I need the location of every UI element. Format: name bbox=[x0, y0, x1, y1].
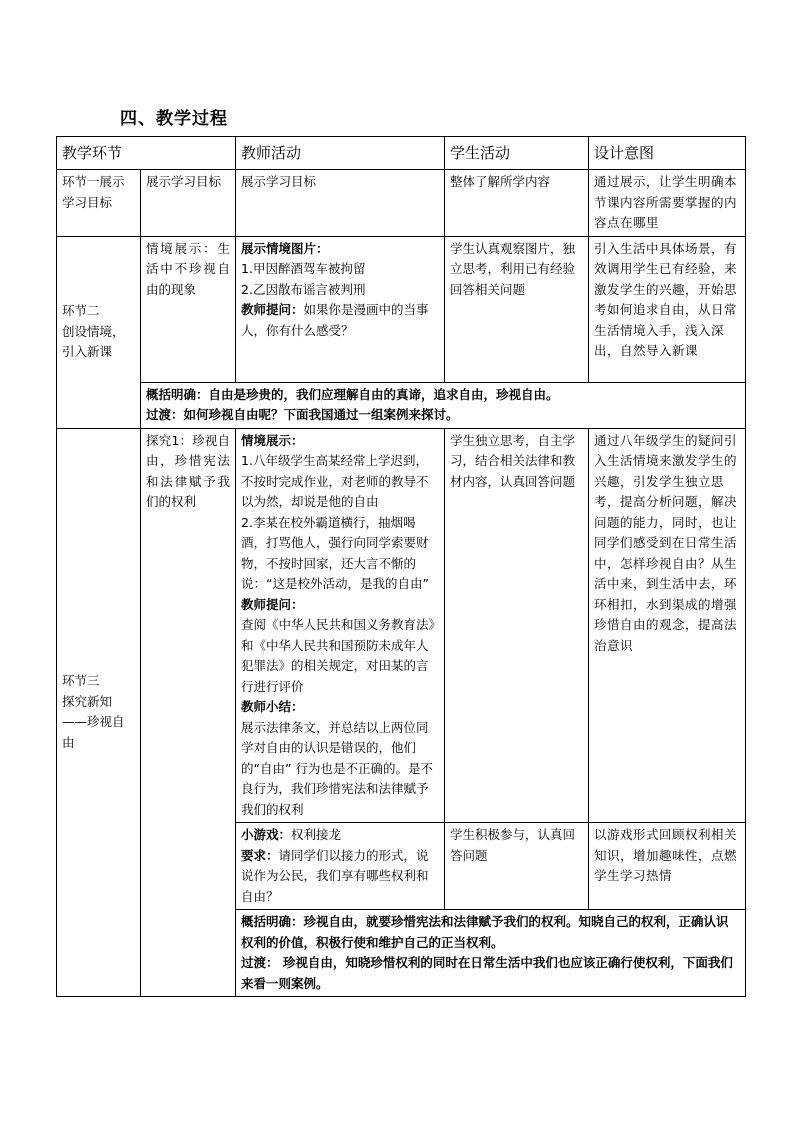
section3-stage bbox=[57, 428, 141, 997]
header-row bbox=[57, 137, 746, 170]
section1-sub: 展示学习目标 bbox=[141, 170, 236, 237]
section3-t-title2: 教师提问： bbox=[241, 596, 304, 612]
section2-teacher-title: 展示情境图片： bbox=[241, 240, 329, 256]
section3-game-text: 权利接龙 bbox=[291, 827, 342, 842]
section3-t-question: 查阅《中华人民共和国义务教育法》和《中华人民共和国预防未成年人犯罪法》的相关规定，对田某的言行进行评价 bbox=[241, 617, 435, 694]
section3-student1: 学生独立思考，自主学习，结合相关法律和教材内容，认真回答问题 bbox=[445, 428, 589, 823]
section1-teacher: 展示学习目标 bbox=[236, 170, 445, 237]
section2-row bbox=[57, 236, 746, 382]
section3-req-label: 要求： bbox=[241, 847, 279, 863]
section2-sub: 情境展示：生活中不珍视自由的现象 bbox=[141, 236, 236, 382]
section2-teacher-q-text: 如果你是漫画中的当事人，你有什么感受？ bbox=[241, 302, 429, 338]
section3-game-line bbox=[241, 825, 439, 846]
section3-t-summary: 展示法律条文，并总结以上两位同学对自由的认识是错误的，他们的“自由” 行为也是不正确的。是不良行为，我们珍惜宪法和法律赋予我们的权利 bbox=[241, 719, 433, 817]
section2-summary-line2: 过渡：如何珍视自由呢？下面我国通过一组案例来探讨。 bbox=[146, 407, 459, 422]
section2-intent: 引入生活中具体场景，有效调用学生已有经验，来激发学生的兴趣，开始思考如何追求自由，从日常生活情境入手，浅入深出，自然导入新课 bbox=[589, 236, 746, 382]
section3-t-title3: 教师小结： bbox=[241, 699, 304, 714]
section3-intent2: 以游戏形式回顾权利相关知识，增加趣味性，点燃学生学习热情 bbox=[589, 823, 746, 910]
section2-teacher-item2: 2.乙因散布谣言被判刑 bbox=[241, 281, 366, 297]
section3-summary-line1: 概括明确：珍视自由，就要珍惜宪法和法律赋予我们的权利。知晓自己的权利，正确认识权利的价值，积极行使和维护自己的正当权利。 bbox=[241, 914, 729, 950]
section3-req-text: 请同学们以接力的形式，说说作为公民，我们享有哪些权利和自由？ bbox=[241, 847, 429, 904]
section2-stage bbox=[57, 236, 141, 428]
section3-summary bbox=[236, 910, 746, 997]
section-heading: 四、教学过程 bbox=[120, 109, 228, 129]
section2-teacher-q-label: 教师提问： bbox=[241, 302, 304, 317]
section1-intent: 通过展示，让学生明确本节课内容所需要掌握的内容点在哪里 bbox=[589, 170, 746, 237]
teaching-process-table bbox=[56, 136, 746, 997]
section3-stage-line2: 探究新知——珍视自由 bbox=[62, 693, 125, 750]
section1-row bbox=[57, 170, 746, 237]
section3-row1 bbox=[57, 428, 746, 823]
section3-t-title1: 情境展示： bbox=[241, 432, 304, 448]
section3-stage-line1: 环节三 bbox=[62, 673, 100, 689]
section3-teacher bbox=[236, 428, 445, 823]
header-student: 学生活动 bbox=[445, 137, 589, 170]
section2-student: 学生认真观察图片，独立思考，利用已有经验回答相关问题 bbox=[445, 236, 589, 382]
section2-stage-line2: 创设情境，引入新课 bbox=[62, 323, 125, 360]
section2-summary-row bbox=[57, 382, 746, 428]
section1-student: 整体了解所学内容 bbox=[445, 170, 589, 237]
section2-teacher-item1: 1.甲因醉酒驾车被拘留 bbox=[241, 261, 366, 276]
section3-t-item1: 1.八年级学生高某经常上学迟到，不按时完成作业，对老师的教导不以为然，却说是他的自由 bbox=[241, 453, 429, 509]
section2-teacher bbox=[236, 236, 445, 382]
header-teacher: 教师活动 bbox=[236, 137, 445, 170]
section3-summary-line2: 过渡： 珍视自由，知晓珍惜权利的同时在日常生活中我们也应该正确行使权利，下面我们来看一则案例。 bbox=[241, 955, 733, 991]
section2-summary bbox=[141, 382, 746, 428]
section3-t-item2: 2.李某在校外霸道横行，抽烟喝酒，打骂他人，强行向同学索要财物，不按时回家，还大言不惭的说：“这是校外活动，是我的自由” bbox=[241, 514, 429, 591]
section3-game-label: 小游戏： bbox=[241, 827, 292, 842]
section3-student2: 学生积极参与，认真回答问题 bbox=[445, 823, 589, 910]
section3-req-line bbox=[241, 846, 439, 908]
section2-stage-line1: 环节二 bbox=[62, 303, 100, 319]
section1-stage: 环节一展示学习目标 bbox=[57, 170, 141, 237]
header-intent: 设计意图 bbox=[589, 137, 746, 170]
section3-intent1: 通过八年级学生的疑问引入生活情境来激发学生的兴趣，引发学生独立思考，提高分析问题，解决问题的能力，同时，也让同学们感受到在日常生活中，怎样珍视自由？从生活中来，到生活中去，环环相扣，水到渠成的增强珍惜自由的观念，提高法治意识 bbox=[589, 428, 746, 823]
section3-sub: 探究1：珍视自由，珍惜宪法和法律赋予我们的权利 bbox=[141, 428, 236, 997]
section2-summary-line1: 概括明确：自由是珍贵的，我们应理解自由的真谛，追求自由，珍视自由。 bbox=[146, 386, 559, 402]
header-stage: 教学环节 bbox=[57, 137, 236, 170]
section3-game bbox=[236, 823, 445, 910]
section2-teacher-question bbox=[241, 300, 439, 341]
